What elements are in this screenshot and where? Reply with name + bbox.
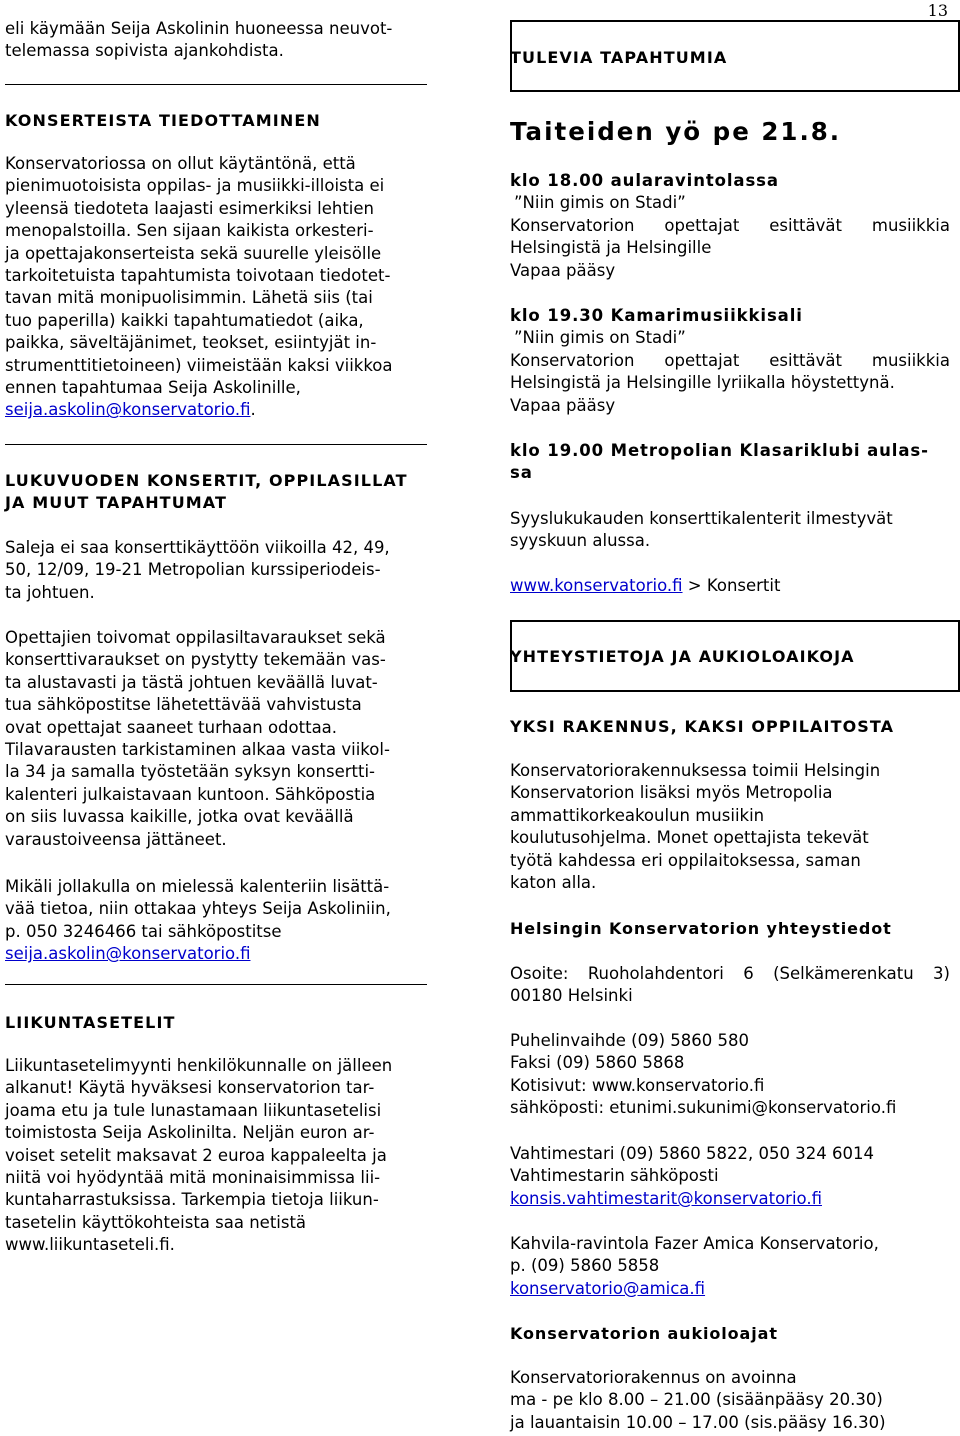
text-line: voiset setelit maksavat 2 euroa kappaleelta ja xyxy=(5,1145,387,1165)
calendar-note xyxy=(510,508,950,553)
text-line: strumenttitietoineen) viimeistään kaksi viikkoa xyxy=(5,355,393,375)
divider xyxy=(5,84,427,85)
email-line xyxy=(5,399,445,421)
opening-hours xyxy=(510,1367,950,1434)
text-line: Kotisivut: www.konservatorio.fi xyxy=(510,1075,765,1095)
heading-contacts: Helsingin Konservatorion yhteystiedot xyxy=(510,919,892,938)
text-line: konserttivaraukset on pystytty tekemään vas- xyxy=(5,650,386,670)
text-line: menopalstoilla. Sen sijaan kaikista orkesteri- xyxy=(5,221,374,241)
event-admission: Vapaa pääsy xyxy=(510,395,616,415)
text-line: ovat opettajat saaneet turhaan odottaa. xyxy=(5,717,338,737)
heading-building: YKSI RAKENNUS, KAKSI OPPILAITOSTA xyxy=(510,717,895,736)
text-line: p. (09) 5860 5858 xyxy=(510,1256,660,1276)
events-box-title: TULEVIA TAPAHTUMIA xyxy=(510,48,728,67)
heading-opening-hours: Konservatorion aukioloajat xyxy=(510,1324,778,1343)
event-time: klo 19.30 Kamarimusiikkisali xyxy=(510,306,803,325)
text-line: Konservatorion lisäksi myös Metropolia xyxy=(510,783,833,803)
text-line: yleensä tiedoteta laajasti esimerkiksi lehtien xyxy=(5,198,374,218)
text-line: ja lauantaisin 10.00 – 17.00 (sis.pääsy 16.30) xyxy=(510,1412,886,1432)
address xyxy=(510,963,950,1008)
event-name: ”Niin gimis on Stadi” xyxy=(514,193,686,213)
building-paragraph xyxy=(510,760,950,894)
cafe-info xyxy=(510,1233,950,1300)
text-line: varaustoiveensa jättäneet. xyxy=(5,829,227,849)
event-1 xyxy=(510,170,950,282)
divider xyxy=(5,984,427,985)
text-line: Faksi (09) 5860 5868 xyxy=(510,1053,685,1073)
event-desc: Konservatorion opettajat esittävät musiikkia xyxy=(510,215,950,235)
event-title: klo 19.00 Metropolian Klasariklubi aulas- xyxy=(510,441,929,460)
text-line: Liikuntasetelimyynti henkilökunnalle on jälleen xyxy=(5,1056,393,1075)
phone-numbers xyxy=(510,1030,950,1120)
event-admission: Vapaa pääsy xyxy=(510,260,616,280)
text-line: katon alla. xyxy=(510,873,597,893)
heading-line: LUKUVUODEN KONSERTIT, OPPILASILLAT xyxy=(5,471,408,490)
announcements-paragraph xyxy=(5,153,445,422)
event-time: klo 18.00 aularavintolassa xyxy=(510,171,779,190)
text-line: on siis luvassa kaikille, jotka ovat keväällä xyxy=(5,807,354,827)
text-line: telemassa sopivista ajankohdista. xyxy=(5,41,284,61)
text-line: Saleja ei saa konserttikäyttöön viikoilla 42, 49, xyxy=(5,538,390,557)
text-line: Tilavarausten tarkistaminen alkaa vasta viikol- xyxy=(5,740,390,760)
janitor-email-link[interactable]: konsis.vahtimestarit@konservatorio.fi xyxy=(510,1188,822,1208)
text-line: Osoite: Ruoholahdentori 6 (Selkämerenkatu 3) xyxy=(510,964,950,983)
text-line: tasetelin käyttökohteista saa netistä xyxy=(5,1212,307,1232)
event-desc: Helsingistä ja Helsingille xyxy=(510,238,712,258)
night-of-arts-title: Taiteiden yö pe 21.8. xyxy=(510,117,842,146)
halls-paragraph xyxy=(5,537,445,604)
event-3 xyxy=(510,440,950,485)
calendar-paragraph xyxy=(5,876,445,966)
text-line: kalenteri julkaistavaan kuntoon. Sähköpostia xyxy=(5,784,376,804)
text-line: ennen tapahtumaa Seija Askolinille, xyxy=(5,378,301,398)
text-line: työtä kahdessa eri oppilaitoksessa, saman xyxy=(510,850,861,870)
text-line: Mikäli jollakulla on mielessä kalenteriin lisättä- xyxy=(5,877,390,896)
contact-box-title: YHTEYSTIETOJA JA AUKIOLOAIKOJA xyxy=(510,647,855,666)
text-line: Syyslukukauden konserttikalenterit ilmestyvät xyxy=(510,509,893,528)
text-line: www.liikuntaseteli.fi. xyxy=(5,1235,175,1255)
page-number: 13 xyxy=(927,1,948,20)
heading-sport-vouchers: LIIKUNTASETELIT xyxy=(5,1013,176,1032)
web-link-line xyxy=(510,575,950,597)
text-line: ammattikorkeakoulun musiikin xyxy=(510,805,765,825)
text-line: Kahvila-ravintola Fazer Amica Konservatorio, xyxy=(510,1234,879,1253)
text-line: p. 050 3246466 tai sähköpostitse xyxy=(5,921,282,941)
cafe-email-link[interactable]: konservatorio@amica.fi xyxy=(510,1278,706,1298)
sport-vouchers-paragraph xyxy=(5,1055,445,1257)
text-line: tarkoitetuista tapahtumista toivotaan tiedotet- xyxy=(5,266,391,286)
text-line: ja opettajakonserteista sekä suurelle yleisölle xyxy=(5,243,382,263)
text-line: pienimuotoisista oppilas- ja musiikki-illoista ei xyxy=(5,176,385,196)
text-line: Konservatoriorakennuksessa toimii Helsingin xyxy=(510,761,881,780)
web-link-suffix: > Konsertit xyxy=(682,576,781,595)
text-line: Puhelinvaihde (09) 5860 580 xyxy=(510,1031,749,1050)
text-line: tua sähköpostitse lähetettävää vahvistusta xyxy=(5,695,362,715)
text-line: niitä voi hyödyntää mitä moninaisimmissa lii- xyxy=(5,1168,381,1188)
event-title: sa xyxy=(510,463,533,483)
text-line: paikka, säveltäjänimet, teokset, esiintyjät in- xyxy=(5,333,377,353)
text-line: Opettajien toivomat oppilasiltavaraukset sekä xyxy=(5,628,386,647)
text-line: Konservatoriorakennus on avoinna xyxy=(510,1368,797,1387)
text-line: toimistosta Seija Askolinilta. Neljän euron ar- xyxy=(5,1123,375,1143)
text-line: Konservatoriossa on ollut käytäntönä, että xyxy=(5,154,356,173)
text-line: Vahtimestarin sähköposti xyxy=(510,1166,719,1186)
janitor-info xyxy=(510,1143,950,1210)
text-line: ta alustavasti ja tästä johtuen keväällä luvat- xyxy=(5,672,378,692)
text-line: syyskuun alussa. xyxy=(510,531,651,551)
text-line: ta johtuen. xyxy=(5,582,95,602)
reservations-paragraph xyxy=(5,627,445,851)
email-link[interactable]: seija.askolin@konservatorio.fi xyxy=(5,944,251,964)
text-line: 00180 Helsinki xyxy=(510,986,633,1006)
intro-paragraph xyxy=(5,18,445,63)
heading-announcements: KONSERTEISTA TIEDOTTAMINEN xyxy=(5,111,321,130)
text-line: kuntaharrastuksissa. Tarkempia tietoja liikun- xyxy=(5,1190,379,1210)
event-name: ”Niin gimis on Stadi” xyxy=(514,328,686,348)
email-link[interactable]: seija.askolin@konservatorio.fi xyxy=(5,400,251,420)
text-line: koulutusohjelma. Monet opettajista tekevät xyxy=(510,828,869,848)
text-line: eli käymään Seija Askolinin huoneessa neuvot- xyxy=(5,19,393,38)
heading-concerts xyxy=(5,470,445,515)
text-line: joama etu ja tule lunastamaan liikuntasetelisi xyxy=(5,1100,382,1120)
website-link[interactable]: www.konservatorio.fi xyxy=(510,576,683,595)
text-line: tuo paperilla) kaikki tapahtumatiedot (aika, xyxy=(5,310,364,330)
text-line: 50, 12/09, 19-21 Metropolian kurssiperiodeis- xyxy=(5,560,381,580)
heading-line: JA MUUT TAPAHTUMAT xyxy=(5,493,228,513)
text-line: Vahtimestari (09) 5860 5822, 050 324 6014 xyxy=(510,1144,874,1163)
text-line: tavan mitä monipuolisimmin. Lähetä siis (tai xyxy=(5,288,373,308)
event-desc: Konservatorion opettajat esittävät musiikkia xyxy=(510,350,950,370)
text-line: ma - pe klo 8.00 – 21.00 (sisäänpääsy 20.30) xyxy=(510,1390,883,1410)
email-suffix: . xyxy=(250,400,256,420)
text-line: alkanut! Käytä hyväksesi konservatorion tar- xyxy=(5,1078,375,1098)
text-line: sähköposti: etunimi.sukunimi@konservatorio.fi xyxy=(510,1098,897,1118)
event-desc: Helsingistä ja Helsingille lyriikalla höystettynä. xyxy=(510,373,895,393)
text-line: vää tietoa, niin ottakaa yhteys Seija Askoliniin, xyxy=(5,899,391,919)
event-2 xyxy=(510,305,950,417)
divider xyxy=(5,444,427,445)
text-line: la 34 ja samalla työstetään syksyn konsertti- xyxy=(5,762,375,782)
